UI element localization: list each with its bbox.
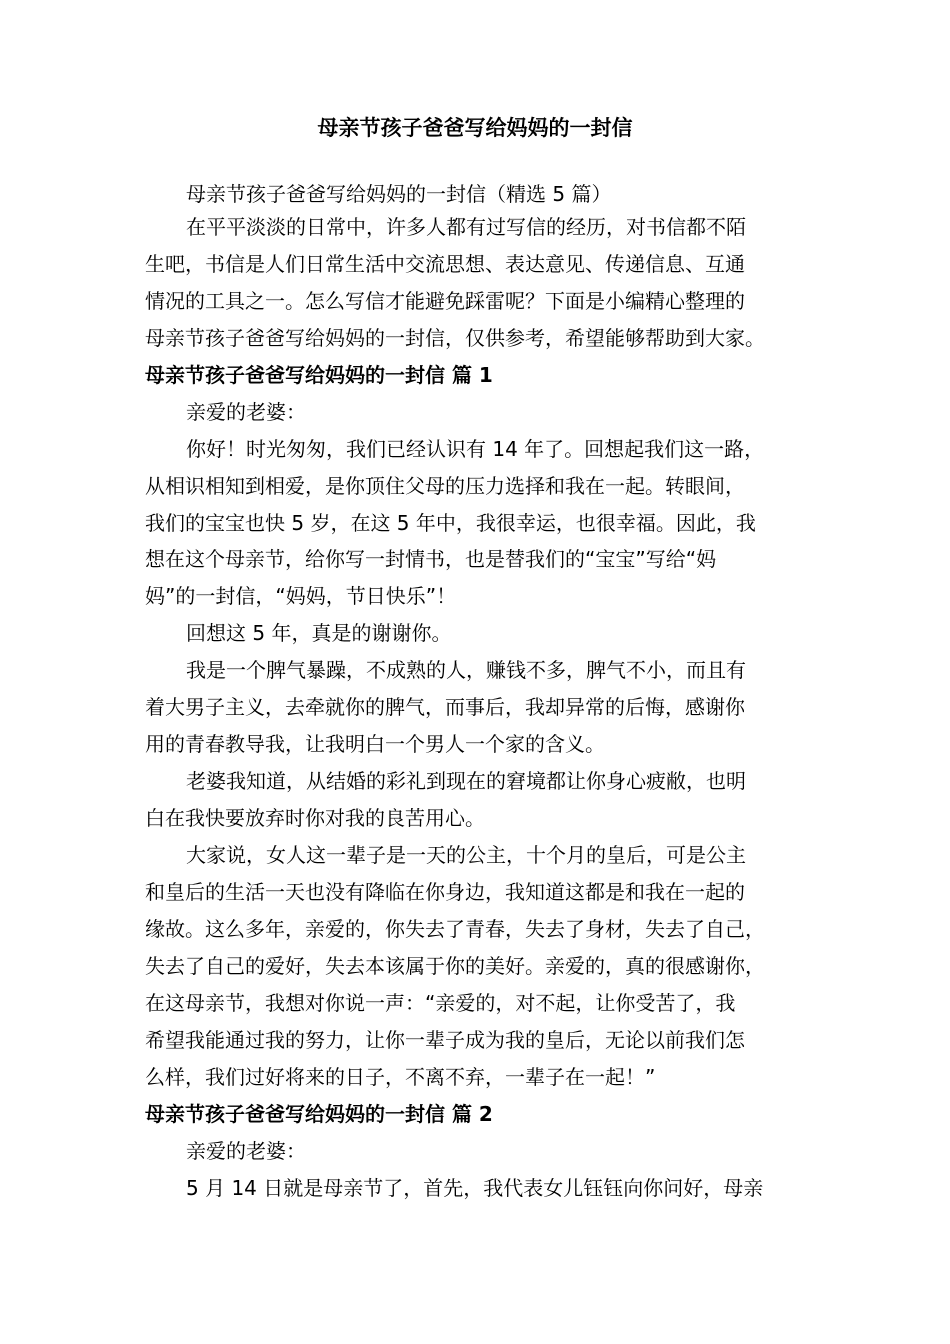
subtitle-line: 母亲节孩子爸爸写给妈妈的一封信（精选 5 篇） [186,182,612,206]
paragraph-line: 么样，我们过好将来的日子，不离不弃，一辈子在一起！” [145,1065,656,1089]
paragraph-line: 从相识相知到相爱，是你顶住父母的压力选择和我在一起。转眼间， [145,474,745,498]
paragraph-line: 我们的宝宝也快 5 岁，在这 5 年中，我很幸运，也很幸福。因此，我 [145,511,756,535]
paragraph-line: 情况的工具之一。怎么写信才能避免踩雷呢？下面是小编精心整理的 [145,289,745,313]
paragraph-line: 和皇后的生活一天也没有降临在你身边，我知道这都是和我在一起的 [145,880,745,904]
paragraph-line: 在这母亲节，我想对你说一声：“亲爱的，对不起，让你受苦了，我 [145,991,736,1015]
paragraph-line: 在平平淡淡的日常中，许多人都有过写信的经历，对书信都不陌 [186,215,746,239]
paragraph-line: 5 月 14 日就是母亲节了，首先，我代表女儿钰钰向你问好，母亲 [186,1176,764,1200]
paragraph-line: 我是一个脾气暴躁，不成熟的人，赚钱不多，脾气不小，而且有 [186,658,746,682]
paragraph-line: 失去了自己的爱好，失去本该属于你的美好。亲爱的，真的很感谢你， [145,954,765,978]
paragraph-line: 缘故。这么多年，亲爱的，你失去了青春，失去了身材，失去了自己， [145,917,765,941]
paragraph-line: 大家说，女人这一辈子是一天的公主，十个月的皇后，可是公主 [186,843,746,867]
paragraph-line: 回想这 5 年，真是的谢谢你。 [186,621,452,645]
paragraph-line: 着大男子主义，去牵就你的脾气，而事后，我却异常的后悔，感谢你 [145,695,745,719]
section-heading: 母亲节孩子爸爸写给妈妈的一封信 篇 2 [145,1102,493,1126]
paragraph-line: 白在我快要放弃时你对我的良苦用心。 [145,806,485,830]
paragraph-line: 老婆我知道，从结婚的彩礼到现在的窘境都让你身心疲敝，也明 [186,769,746,793]
paragraph-line: 你好！时光匆匆，我们已经认识有 14 年了。回想起我们这一路， [186,437,765,461]
paragraph-line: 妈”的一封信，“妈妈，节日快乐”！ [145,584,457,608]
paragraph-line: 想在这个母亲节，给你写一封情书，也是替我们的“宝宝”写给“妈 [145,547,717,571]
document-title: 母亲节孩子爸爸写给妈妈的一封信 [317,116,633,140]
paragraph-line: 母亲节孩子爸爸写给妈妈的一封信，仅供参考，希望能够帮助到大家。 [145,326,765,350]
salutation-line: 亲爱的老婆： [186,1139,306,1163]
paragraph-line: 生吧，书信是人们日常生活中交流思想、表达意见、传递信息、互通 [145,252,745,276]
section-heading: 母亲节孩子爸爸写给妈妈的一封信 篇 1 [145,363,493,387]
paragraph-line: 希望我能通过我的努力，让你一辈子成为我的皇后，无论以前我们怎 [145,1028,745,1052]
paragraph-line: 用的青春教导我，让我明白一个男人一个家的含义。 [145,732,605,756]
salutation-line: 亲爱的老婆： [186,400,306,424]
